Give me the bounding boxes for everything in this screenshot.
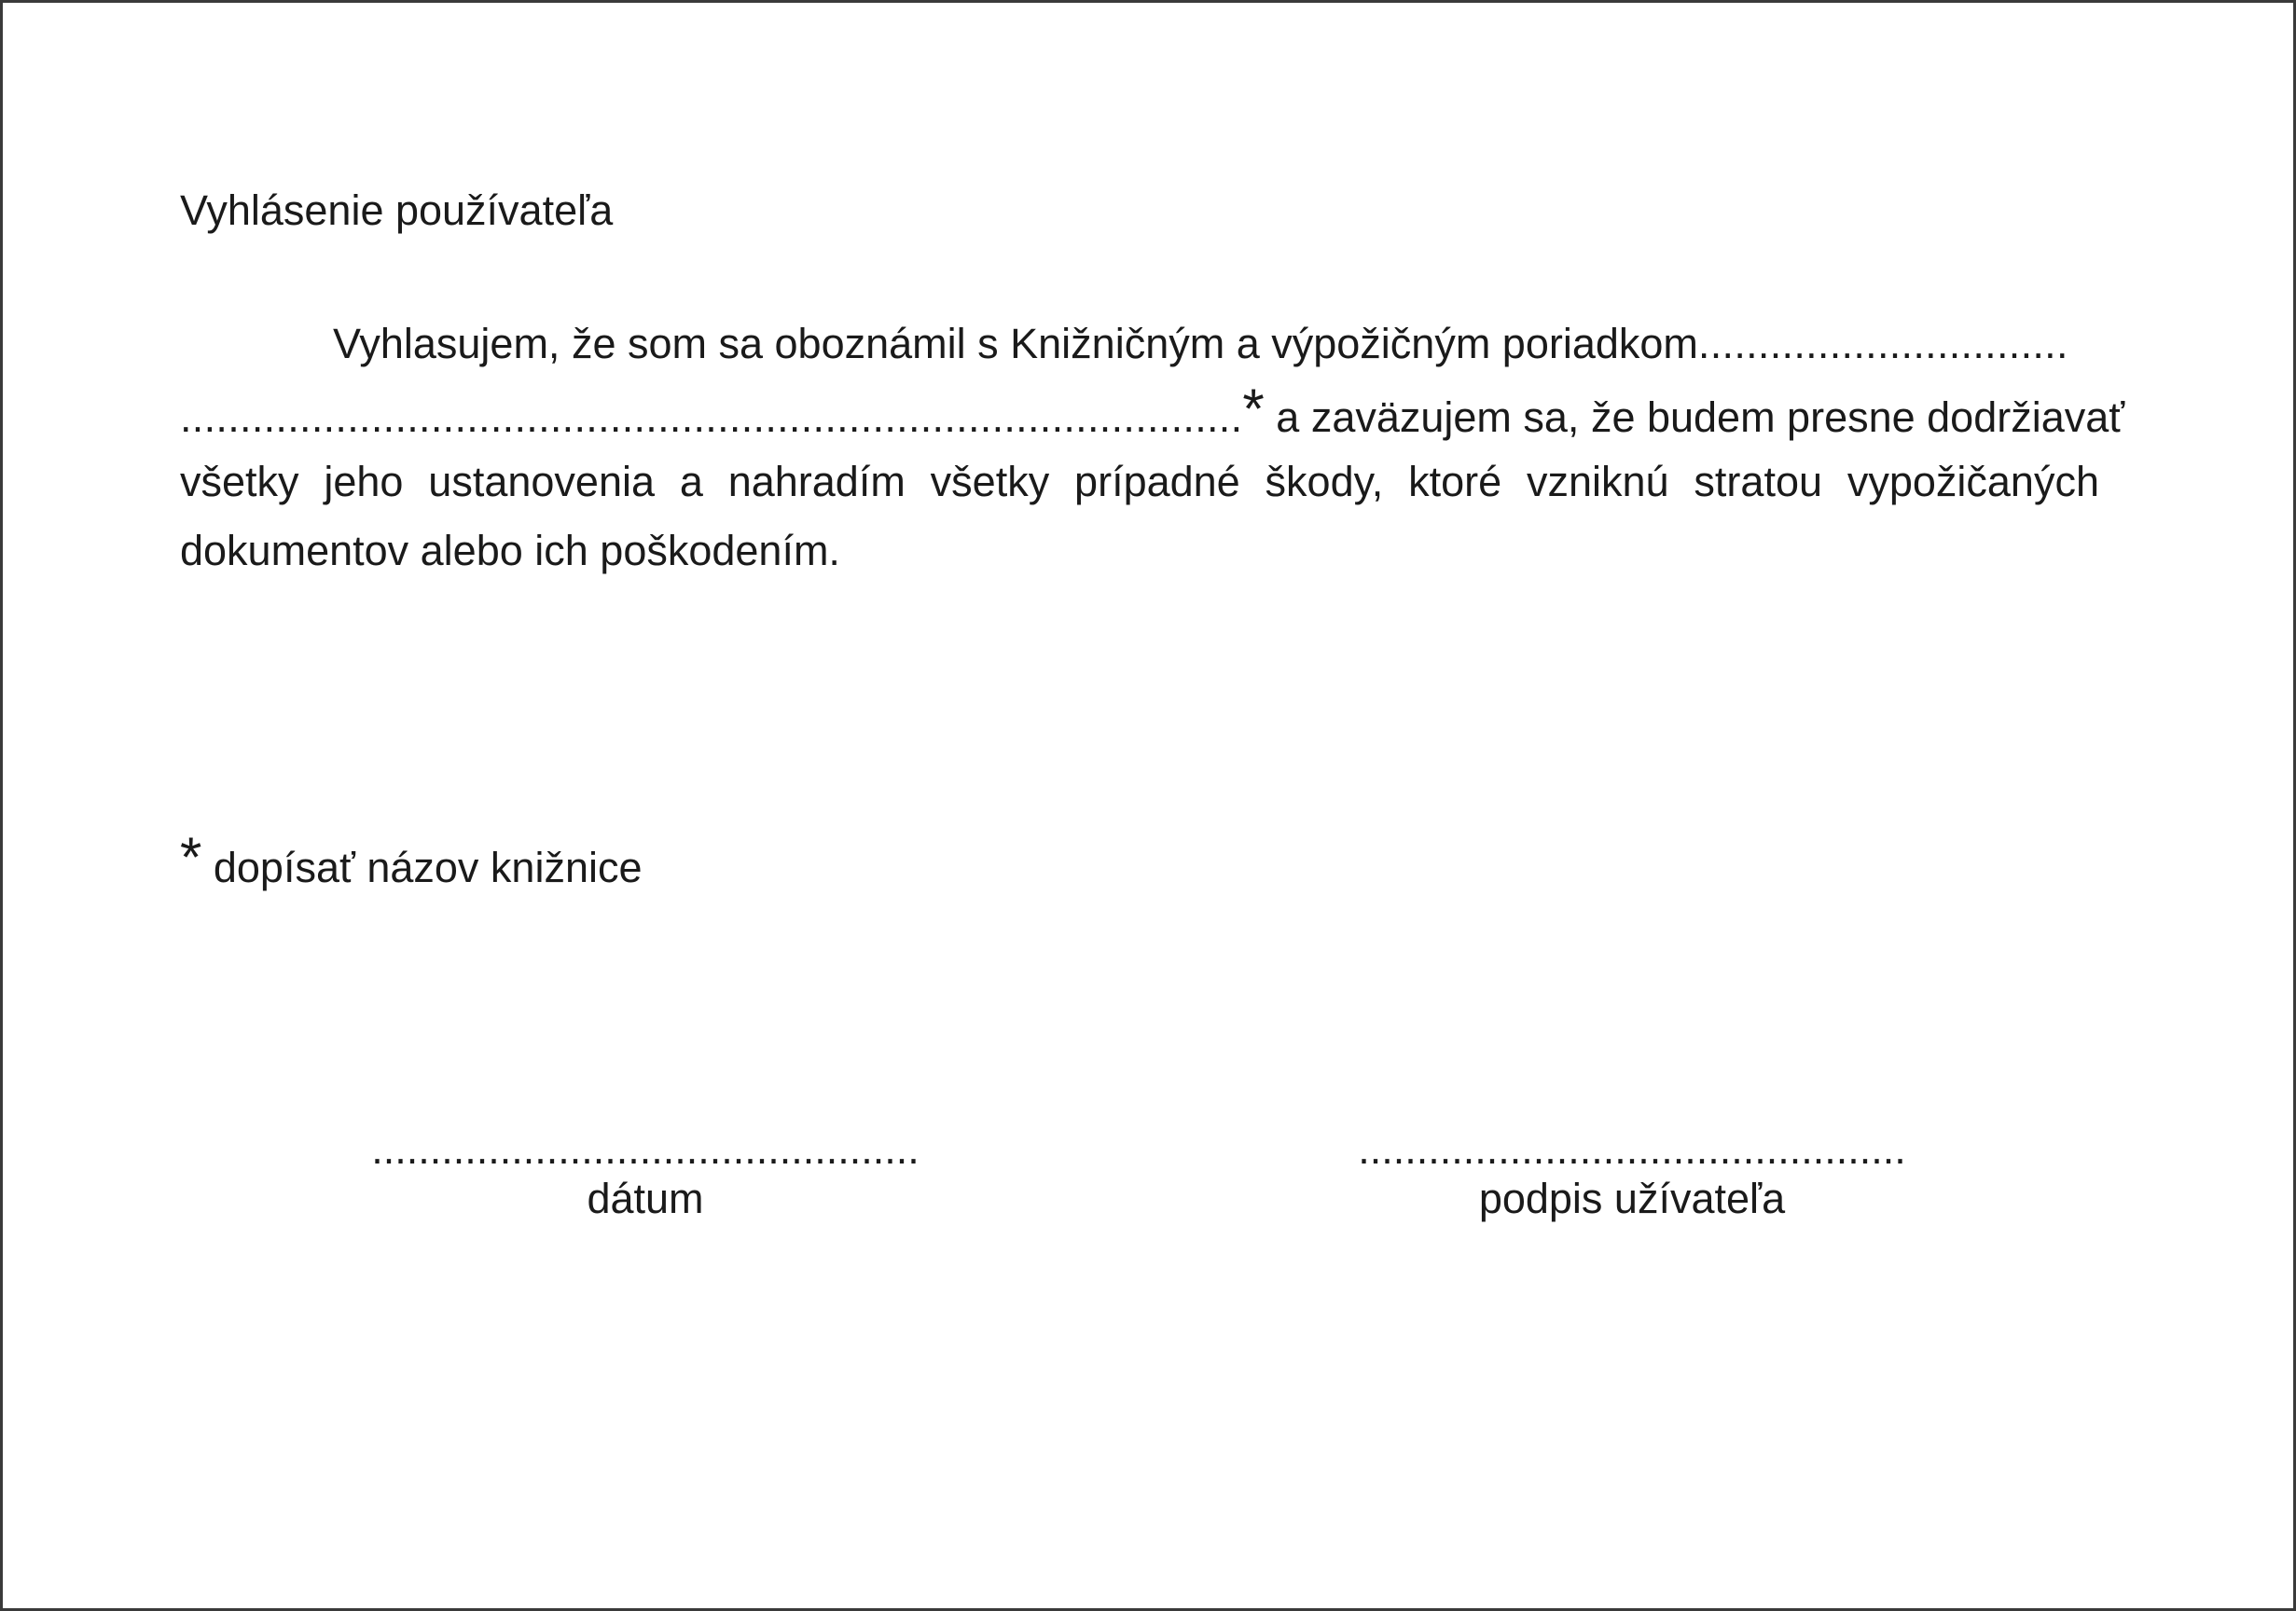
date-blank[interactable]: ...............................................	[371, 1125, 920, 1173]
footnote-text: dopísať názov knižnice	[201, 844, 643, 891]
footnote	[180, 826, 643, 896]
paragraph-line-3: všetky jeho ustanovenia a nahradím všetky prípadné škody, ktoré vzniknú stratou vypožičaných	[180, 458, 2099, 505]
paragraph-line-2-text: a zaväzujem sa, že budem presne dodržiavať	[1264, 393, 2125, 441]
paragraph-line-1	[180, 310, 2099, 379]
signature-field	[1352, 1126, 1912, 1225]
signature-label: podpis užívateľa	[1478, 1175, 1786, 1222]
library-name-blank-1[interactable]: ...............................	[1697, 320, 2068, 367]
paragraph-line-1-text: Vyhlasujem, že som sa oboznámil s Knižničným a výpožičným poriadkom	[333, 320, 1698, 367]
signature-blank[interactable]: ...............................................	[1358, 1125, 1906, 1173]
paragraph-line-2	[180, 378, 2125, 448]
library-name-blank-2[interactable]: .........................................................................................	[180, 393, 1243, 441]
document-heading: Vyhlásenie používateľa	[180, 186, 614, 234]
date-field	[366, 1126, 925, 1225]
paragraph-line-4: dokumentov alebo ich poškodením.	[180, 527, 840, 574]
declaration-paragraph	[180, 310, 2125, 585]
asterisk-marker: *	[1242, 378, 1265, 440]
footnote-asterisk: *	[180, 826, 202, 888]
date-label: dátum	[587, 1175, 704, 1222]
